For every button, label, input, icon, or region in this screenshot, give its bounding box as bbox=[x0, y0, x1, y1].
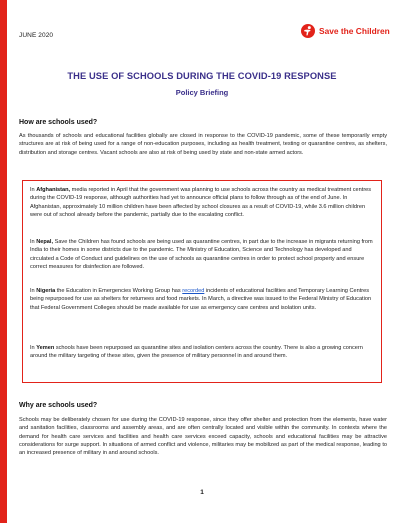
save-the-children-logo bbox=[301, 24, 390, 38]
country-nepal: Nepal, bbox=[36, 239, 54, 245]
country-yemen: Yemen bbox=[36, 345, 55, 351]
section-heading-why-used: Why are schools used? bbox=[19, 402, 98, 409]
section-body-why-used: Schools may be deliberately chosen for use during the COVID-19 response, since they offer shelter and protection from the elements, have water and sanitation facilities, classrooms and assembly areas, and are often centrally located and visible within the community. In contexts where the demand for health care services and facilities and health care services exceed capacity, schools and educational facilities may be attractive considerations for surge support. In situations of armed conflict and violence, militaries may be mobilized as part of the medical response, leading to an increased presence of military in and around schools. bbox=[19, 417, 387, 457]
nepal-paragraph: In Nepal, Save the Children has found schools are being used as quarantine centres, in part due to the increase in migrants returning from India to their homes in some districts due to the pandemic. The Ministry of Education, Science and Technology has developed and circulated a Code of Conduct and guidelines on the use of schools as quarantine centres in order to protect school property and ensure correct measures for disinfection are followed. bbox=[30, 239, 373, 270]
nigeria-paragraph bbox=[30, 287, 374, 312]
child-emblem-icon bbox=[301, 24, 315, 38]
document-subtitle: Policy Briefing bbox=[175, 88, 229, 97]
yemen-prefix: In bbox=[30, 345, 37, 351]
publication-date: JUNE 2020 bbox=[19, 32, 54, 39]
nigeria-text-1: the Education in Emergencies Working Group has bbox=[55, 288, 183, 294]
page-number: 1 bbox=[200, 489, 204, 496]
country-afghanistan: Afghanistan, bbox=[36, 187, 71, 193]
nigeria-text-2: incidents of educational facilities and Temporary Learning Centres being repurposed for use as shelters for returnees and food markets. In March, a directive was issued to the Federal Ministry of Education that Federal Government Colleges should be made available for use as emergency care centres and isolation units. bbox=[30, 288, 372, 311]
country-nigeria: Nigeria bbox=[36, 288, 56, 294]
section-body-how-used: As thousands of schools and educational facilities globally are closed in response to the COVID-19 pandemic, some of these temporarily empty structures are at risk of being used for a range of non-education purposes, including as health treatment, testing or quarantine centres, as shelters, distribution and storage centres. Vacant schools are also at risk of being used by state and non-state armed actors. bbox=[19, 133, 387, 156]
yemen-paragraph bbox=[30, 344, 374, 361]
nigeria-prefix: In bbox=[30, 288, 37, 294]
logo-text: Save the Children bbox=[319, 26, 390, 36]
nepal-text: Save the Children has found schools are being used as quarantine centres, in part due to the increase in migrants returning from India to their homes in some districts due to the pandemic. The Ministry of Education, Science and Technology has developed and circulated a Code of Conduct and guidelines on the use of schools as quarantine centres in order to protect school property and ensure correct measures for disinfection are followed. bbox=[30, 239, 373, 270]
country-examples-box bbox=[22, 180, 382, 383]
document-title: THE USE OF SCHOOLS DURING THE COVID-19 RESPONSE bbox=[67, 71, 337, 81]
afghanistan-text: media reported in April that the government was planning to use schools across the country as medical treatment centres during the COVID-19 response, although authorities had yet to announce official plans to follow through as of the end of June. In Afghanistan, approximately 10 million children have been affected by school closures as a result of COVID-19, while 3.6 million children were out of school already before the pandemic, partially due to the escalating conflict. bbox=[30, 187, 372, 218]
recorded-link[interactable]: recorded bbox=[182, 288, 205, 294]
section-heading-how-used: How are schools used? bbox=[19, 119, 98, 126]
afghanistan-paragraph: In Afghanistan, media reported in April that the government was planning to use schools across the country as medical treatment centres during the COVID-19 response, although authorities had yet to announce official plans to follow through as of the end of June. In Afghanistan, approximately 10 million children have been affected by school closures as a result of COVID-19, while 3.6 million children were out of school already before the pandemic, partially due to the escalating conflict. bbox=[30, 187, 372, 218]
yemen-text: schools have been repurposed as quarantine sites and isolation centers across the country. There is also a growing concern around the military targeting of these sites, given the presence of military personnel in and around them. bbox=[30, 345, 363, 360]
